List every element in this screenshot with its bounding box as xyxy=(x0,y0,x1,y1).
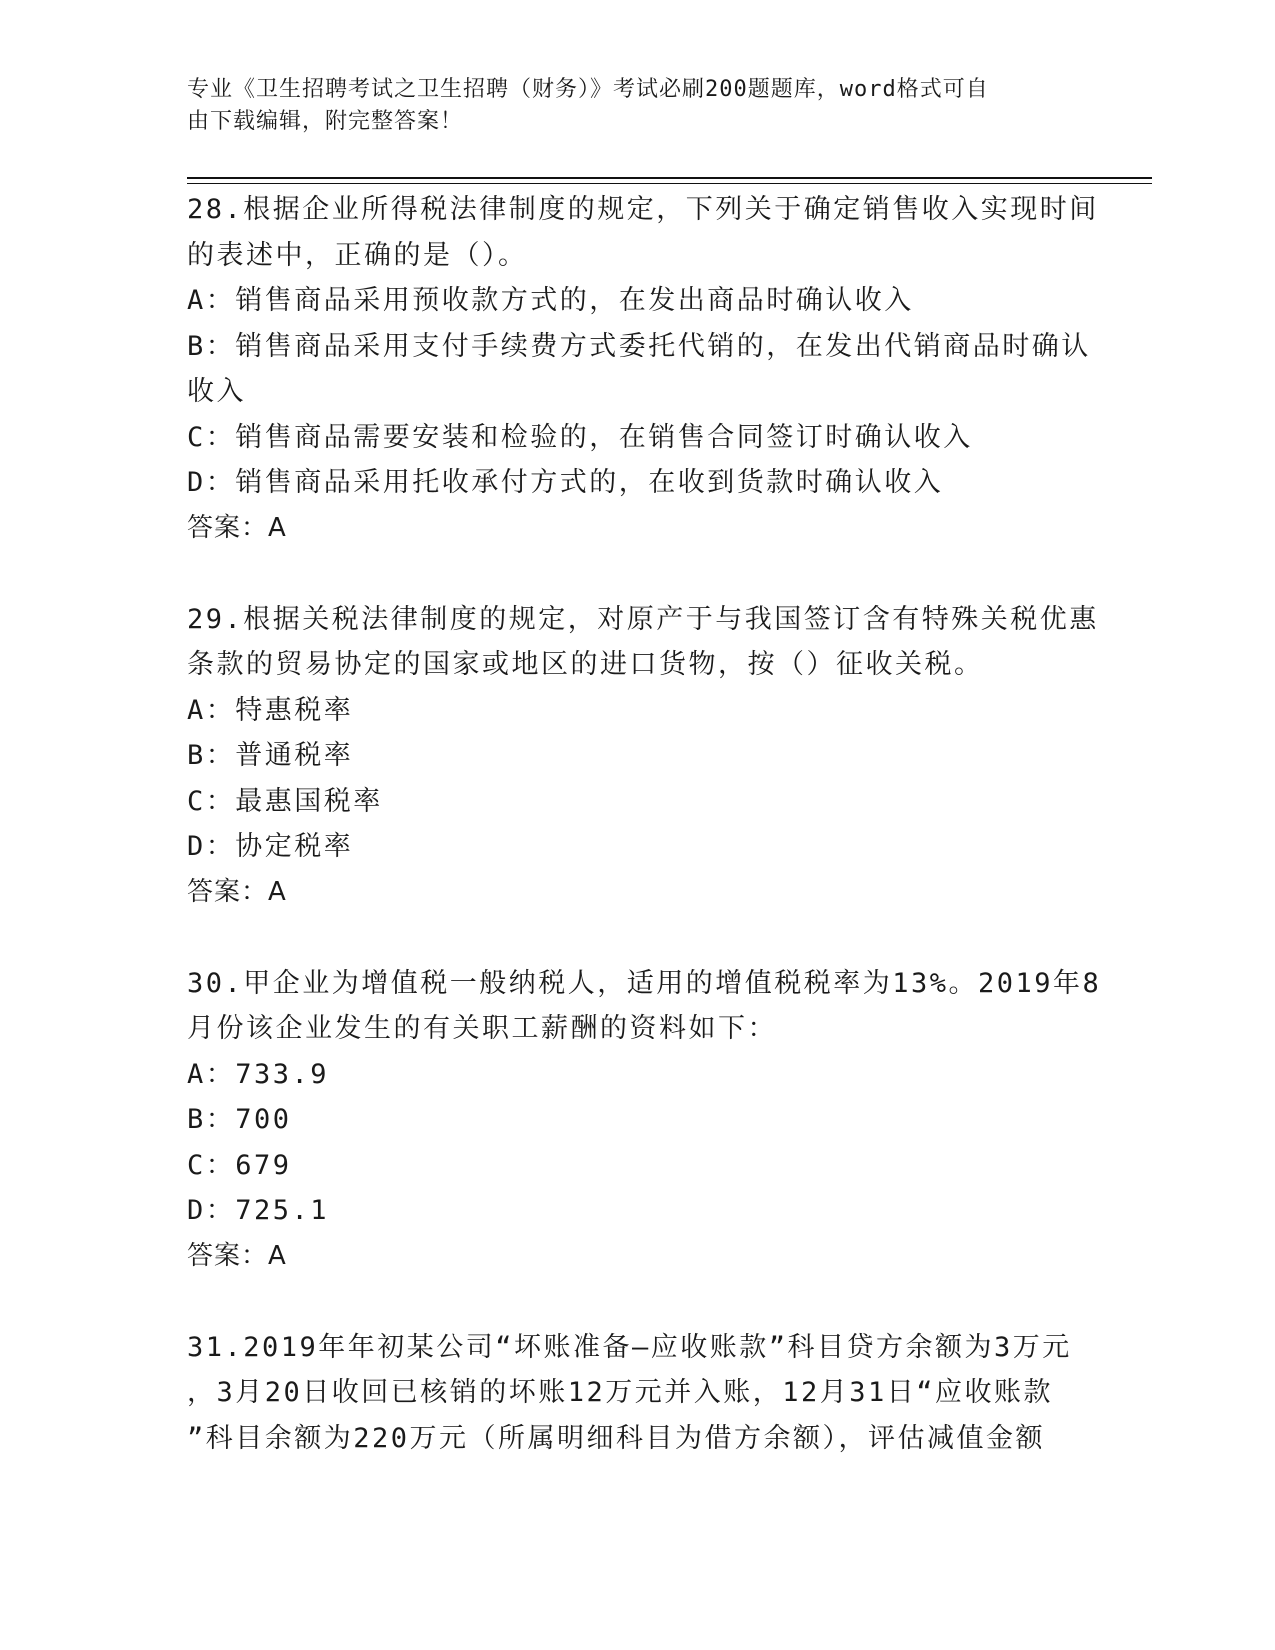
header-divider-thick xyxy=(187,177,1152,179)
question-stem-line: 30.甲企业为增值税一般纳税人，适用的增值税税率为13%。2019年8 xyxy=(187,967,1102,999)
option-b: B：700 xyxy=(187,1104,292,1135)
option-c: C：679 xyxy=(187,1149,292,1181)
question-spacer xyxy=(187,915,1087,961)
document-header xyxy=(187,74,1067,138)
option-a: A：销售商品采用预收款方式的，在发出商品时确认收入 xyxy=(187,285,914,316)
question-stem-line: 的表述中，正确的是（）。 xyxy=(187,239,528,271)
question-stem-line: 条款的贸易协定的国家或地区的进口货物，按（）征收关税。 xyxy=(187,649,984,680)
option-a: A：特惠税率 xyxy=(187,694,354,726)
question-stem-line: ”科目余额为220万元（所属明细科目为借方余额），评估减值金额 xyxy=(187,1422,1046,1454)
question-list xyxy=(187,187,1102,1461)
question-stem-line: ，3月20日收回已核销的坏账12万元并入账，12月31日“应收账款 xyxy=(187,1377,1054,1408)
option-a: A：733.9 xyxy=(187,1058,330,1090)
header-title-line-1: 专业《卫生招聘考试之卫生招聘（财务）》考试必刷200题题库，word格式可自 xyxy=(187,77,989,102)
question-spacer xyxy=(187,551,1087,597)
question-stem-line: 28.根据企业所得税法律制度的规定，下列关于确定销售收入实现时间 xyxy=(187,194,1099,225)
question-29 xyxy=(187,597,1099,916)
question-stem-line: 31.2019年年初某公司“坏账准备—应收账款”科目贷方余额为3万元 xyxy=(187,1331,1072,1363)
question-stem-line: 29.根据关税法律制度的规定，对原产于与我国签订含有特殊关税优惠 xyxy=(187,603,1099,635)
question-28 xyxy=(187,187,1099,551)
question-stem-line: 月份该企业发生的有关职工薪酬的资料如下： xyxy=(187,1013,777,1044)
question-31 xyxy=(187,1325,1087,1462)
answer-label: 答案：A xyxy=(187,876,287,907)
header-divider-thin xyxy=(187,183,1152,184)
answer-label: 答案：A xyxy=(187,1240,287,1271)
option-b: B：普通税率 xyxy=(187,740,354,771)
option-c: C：最惠国税率 xyxy=(187,785,383,817)
question-30 xyxy=(187,961,1102,1280)
header-title-line-2: 由下载编辑，附完整答案！ xyxy=(187,109,464,134)
option-d: D：725.1 xyxy=(187,1195,330,1226)
option-b: B：销售商品采用支付手续费方式委托代销的，在发出代销商品时确认 xyxy=(187,330,1091,362)
option-d: D：协定税率 xyxy=(187,831,354,862)
answer-label: 答案：A xyxy=(187,512,287,543)
option-c: C：销售商品需要安装和检验的，在销售合同签订时确认收入 xyxy=(187,421,973,453)
question-spacer xyxy=(187,1279,1087,1325)
option-d: D：销售商品采用托收承付方式的，在收到货款时确认收入 xyxy=(187,467,944,498)
option-b-continued: 收入 xyxy=(187,376,246,407)
